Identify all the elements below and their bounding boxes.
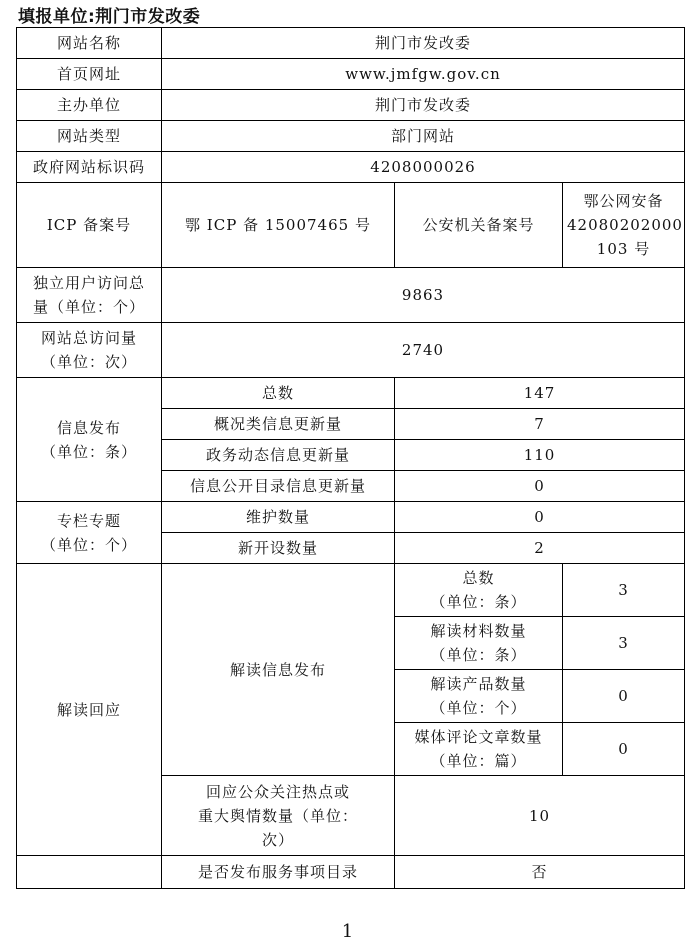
website-report-table <box>16 27 685 889</box>
unique-visitors-value: 9863 <box>162 268 685 323</box>
label-line: （单位：条） <box>40 442 137 461</box>
total-visits-label <box>17 323 162 378</box>
gov-code-label: 政府网站标识码 <box>17 152 162 183</box>
label-line: 解读产品数量 <box>430 675 527 693</box>
column-topics-item-label: 维护数量 <box>162 502 395 533</box>
police-record-label: 公安机关备案号 <box>395 183 563 268</box>
table-row <box>17 856 685 889</box>
label-line: 量（单位：个） <box>32 298 145 316</box>
table-row <box>17 183 685 268</box>
site-type-label: 网站类型 <box>17 121 162 152</box>
label-line: 独立用户访问总 <box>32 274 145 292</box>
interpretation-item-value: 3 <box>563 564 685 617</box>
info-publish-item-value: 0 <box>395 471 685 502</box>
label-line: 网站总访问量 <box>40 329 137 347</box>
page-number: 1 <box>341 921 354 942</box>
info-publish-item-label: 总数 <box>162 378 395 409</box>
interpretation-item-label <box>395 617 563 670</box>
label-line: 媒体评论文章数量 <box>414 728 543 746</box>
interpretation-label: 解读回应 <box>17 564 162 856</box>
interpretation-item-value: 0 <box>563 723 685 776</box>
police-record-line: 鄂公网安备 <box>583 192 664 210</box>
label-line: （单位：个） <box>430 699 527 717</box>
blank-cell <box>17 856 162 889</box>
label-line: （单位：个） <box>40 535 137 554</box>
info-publish-item-value: 110 <box>395 440 685 471</box>
info-publish-item-value: 7 <box>395 409 685 440</box>
table-row <box>17 90 685 121</box>
response-value: 10 <box>395 776 685 856</box>
interpretation-sub-label: 解读信息发布 <box>162 564 395 776</box>
column-topics-item-label: 新开设数量 <box>162 533 395 564</box>
table-row <box>17 121 685 152</box>
total-visits-value: 2740 <box>162 323 685 378</box>
response-label <box>162 776 395 856</box>
label-line: （单位：条） <box>430 646 527 664</box>
label-line: 专栏专题 <box>56 511 121 530</box>
homepage-value: www.jmfgw.gov.cn <box>162 59 685 90</box>
label-line: 解读材料数量 <box>430 622 527 640</box>
gov-code-value: 4208000026 <box>162 152 685 183</box>
interpretation-item-label <box>395 670 563 723</box>
table-row <box>17 564 685 617</box>
site-name-value: 荆门市发改委 <box>162 28 685 59</box>
interpretation-item-label <box>395 723 563 776</box>
label-line: 回应公众关注热点或 <box>205 782 350 801</box>
info-publish-item-label: 政务动态信息更新量 <box>162 440 395 471</box>
police-record-value <box>563 183 685 268</box>
table-row <box>17 59 685 90</box>
service-catalog-label: 是否发布服务事项目录 <box>162 856 395 889</box>
info-publish-item-label: 信息公开目录信息更新量 <box>162 471 395 502</box>
interpretation-item-value: 3 <box>563 617 685 670</box>
column-topics-item-value: 2 <box>395 533 685 564</box>
table-row <box>17 268 685 323</box>
site-name-label: 网站名称 <box>17 28 162 59</box>
icp-value: 鄂 ICP 备 15007465 号 <box>162 183 395 268</box>
site-type-value: 部门网站 <box>162 121 685 152</box>
police-record-line: 103 号 <box>596 240 651 258</box>
interpretation-item-label <box>395 564 563 617</box>
label-line: 重大舆情数量（单位： <box>197 806 358 825</box>
icp-label: ICP 备案号 <box>17 183 162 268</box>
unique-visitors-label <box>17 268 162 323</box>
label-line: （单位：篇） <box>430 752 527 770</box>
label-line: （单位：条） <box>430 593 527 611</box>
label-line: 信息发布 <box>56 418 121 437</box>
column-topics-label <box>17 502 162 564</box>
reporting-unit-header: 填报单位:荆门市发改委 <box>18 7 201 27</box>
label-line: 总数 <box>462 569 495 587</box>
service-catalog-value: 否 <box>395 856 685 889</box>
table-row <box>17 378 685 409</box>
interpretation-item-value: 0 <box>563 670 685 723</box>
police-record-line: 42080202000 <box>567 216 683 234</box>
column-topics-item-value: 0 <box>395 502 685 533</box>
table-row <box>17 28 685 59</box>
host-unit-value: 荆门市发改委 <box>162 90 685 121</box>
table-row <box>17 152 685 183</box>
info-publish-label <box>17 378 162 502</box>
label-line: （单位：次） <box>40 353 137 371</box>
table-row <box>17 502 685 533</box>
info-publish-item-value: 147 <box>395 378 685 409</box>
host-unit-label: 主办单位 <box>17 90 162 121</box>
info-publish-item-label: 概况类信息更新量 <box>162 409 395 440</box>
label-line: 次） <box>261 830 294 849</box>
table-row <box>17 323 685 378</box>
homepage-label: 首页网址 <box>17 59 162 90</box>
